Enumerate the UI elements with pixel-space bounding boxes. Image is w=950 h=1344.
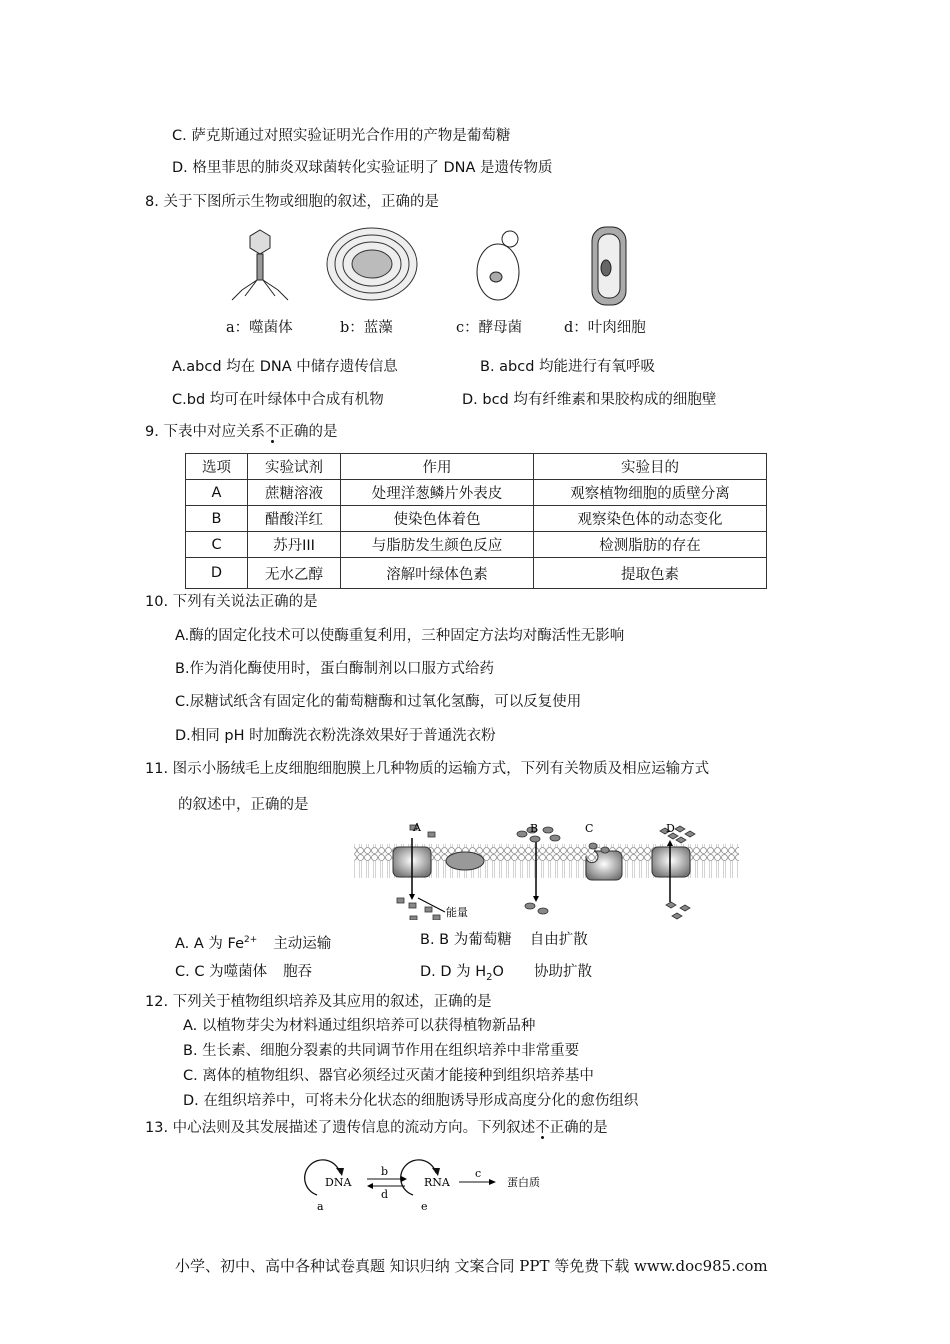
stem-text: 13. 中心法则及其发展描述了遗传信息的流动方向。下列叙述 xyxy=(145,1120,536,1136)
header-cell: 选项 xyxy=(186,454,248,480)
q13-stem xyxy=(145,1118,608,1138)
cell: D xyxy=(186,558,248,589)
label-a: A xyxy=(413,821,421,834)
table-row xyxy=(186,506,767,532)
cell: 提取色素 xyxy=(534,558,767,589)
q10-stem: 10. 下列有关说法正确的是 xyxy=(145,594,318,610)
label-d: d：叶肉细胞 xyxy=(564,320,646,336)
label-b: B xyxy=(530,822,539,835)
cell: 无水乙醇 xyxy=(248,558,341,589)
q10-option-d: D.相同 pH 时加酶洗衣粉洗涤效果好于普通洗衣粉 xyxy=(175,728,496,744)
stem-text: 9. 下表中对应关系 xyxy=(145,424,265,440)
option-text: C. C 为噬菌体 xyxy=(175,964,268,980)
cell: 溶解叶绿体色素 xyxy=(341,558,534,589)
mesophyll-cell-figure xyxy=(592,227,626,305)
label-c: c：酵母菌 xyxy=(456,320,523,336)
label-b: b：蓝藻 xyxy=(340,320,393,336)
q11-option-b xyxy=(420,930,588,950)
label-d: d xyxy=(381,1188,389,1201)
q11-option-a xyxy=(175,930,331,954)
central-dogma-figure xyxy=(295,1155,565,1215)
membrane-transport-figure xyxy=(350,820,790,920)
table-row xyxy=(186,532,767,558)
label-c: c xyxy=(475,1167,482,1180)
q9-table xyxy=(185,453,767,589)
dna-label: DNA xyxy=(325,1176,352,1189)
option-text: O xyxy=(492,964,504,980)
q12-option-d: D. 在组织培养中，可将未分化状态的细胞诱导形成高度分化的愈伤组织 xyxy=(183,1093,639,1109)
stem-text: 正确的是 xyxy=(549,1120,608,1136)
q7-option-c: C. 萨克斯通过对照实验证明光合作用的产物是葡萄糖 xyxy=(172,128,511,144)
q10-option-c: C.尿糖试纸含有固定化的葡萄糖酶和过氧化氢酶，可以反复使用 xyxy=(175,694,582,710)
q8-option-d: D. bcd 均有纤维素和果胶构成的细胞壁 xyxy=(462,392,717,408)
label-e: e xyxy=(421,1200,428,1213)
q12-option-b: B. 生长素、细胞分裂素的共同调节作用在组织培养中非常重要 xyxy=(183,1043,580,1059)
q12-option-c: C. 离体的植物组织、器官必须经过灭菌才能接种到组织培养基中 xyxy=(183,1068,594,1084)
label-d: D xyxy=(666,822,675,835)
q10-option-b: B.作为消化酶使用时，蛋白酶制剂以口服方式给药 xyxy=(175,661,495,677)
rna-label: RNA xyxy=(424,1176,450,1189)
cell: 与脂肪发生颜色反应 xyxy=(341,532,534,558)
yeast-figure xyxy=(477,231,519,300)
header-cell: 实验目的 xyxy=(534,454,767,480)
q11-option-c xyxy=(175,962,312,982)
q8-option-b: B. abcd 均能进行有氧呼吸 xyxy=(480,359,656,375)
cell: C xyxy=(186,532,248,558)
table-row xyxy=(186,480,767,506)
footer-text: 小学、初中、高中各种试卷真题 知识归纳 文案合同 PPT 等免费下载 www.doc985.com xyxy=(175,1257,768,1275)
channel-protein-d xyxy=(652,847,690,877)
cyanobacteria-figure xyxy=(327,228,417,300)
stem-text: 正确的是 xyxy=(279,424,338,440)
q10-option-a: A.酶的固定化技术可以使酶重复利用，三种固定方法均对酶活性无影响 xyxy=(175,628,625,644)
option-text: B. B 为葡萄糖 xyxy=(420,932,512,948)
option-text: A. A 为 Fe xyxy=(175,935,244,952)
header-cell: 实验试剂 xyxy=(248,454,341,480)
emphasis-text: 不 xyxy=(264,424,280,440)
table-header xyxy=(186,454,767,480)
cell: 蔗糖溶液 xyxy=(248,480,341,506)
protein-label: 蛋白质 xyxy=(507,1176,540,1189)
option-text: 协助扩散 xyxy=(533,964,592,980)
label-c: C xyxy=(585,822,594,835)
cell: 使染色体着色 xyxy=(341,506,534,532)
cell: B xyxy=(186,506,248,532)
emphasis-text: 不 xyxy=(535,1120,550,1136)
option-text: D. D 为 H xyxy=(420,964,487,980)
q8-stem: 8. 关于下图所示生物或细胞的叙述，正确的是 xyxy=(145,194,439,210)
option-text: 胞吞 xyxy=(283,964,313,980)
label-a: a：噬菌体 xyxy=(226,320,293,336)
bacteriophage-figure xyxy=(232,230,288,300)
q9-stem xyxy=(145,422,337,442)
cell: 检测脂肪的存在 xyxy=(534,532,767,558)
cell: A xyxy=(186,480,248,506)
q12-stem: 12. 下列关于植物组织培养及其应用的叙述，正确的是 xyxy=(145,994,492,1010)
q8-organism-figures xyxy=(220,222,640,307)
option-text: 主动运输 xyxy=(273,935,332,952)
membrane-protein xyxy=(446,852,484,870)
cell: 观察染色体的动态变化 xyxy=(534,506,767,532)
q11-stem: 11. 图示小肠绒毛上皮细胞细胞膜上几种物质的运输方式，下列有关物质及相应运输方式 xyxy=(145,761,710,777)
q8-option-c: C.bd 均可在叶绿体中合成有机物 xyxy=(172,392,384,408)
cell: 苏丹III xyxy=(248,532,341,558)
q12-option-a: A. 以植物芽尖为材料通过组织培养可以获得植物新品种 xyxy=(183,1018,536,1034)
cell: 醋酸洋红 xyxy=(248,506,341,532)
superscript: 2+ xyxy=(244,935,258,945)
q11-option-d xyxy=(420,962,592,988)
q7-option-d: D. 格里菲思的肺炎双球菌转化实验证明了 DNA 是遗传物质 xyxy=(172,160,553,176)
subscript: 2 xyxy=(486,971,493,983)
label-b: b xyxy=(381,1165,389,1178)
cell: 观察植物细胞的质壁分离 xyxy=(534,480,767,506)
option-text: 自由扩散 xyxy=(529,932,588,948)
energy-label: 能量 xyxy=(446,906,468,919)
header-cell: 作用 xyxy=(341,454,534,480)
label-a: a xyxy=(317,1200,324,1213)
q11-stem-cont: 的叙述中，正确的是 xyxy=(178,797,309,813)
table-row xyxy=(186,558,767,589)
q8-option-a: A.abcd 均在 DNA 中储存遗传信息 xyxy=(172,359,398,375)
cell: 处理洋葱鳞片外表皮 xyxy=(341,480,534,506)
